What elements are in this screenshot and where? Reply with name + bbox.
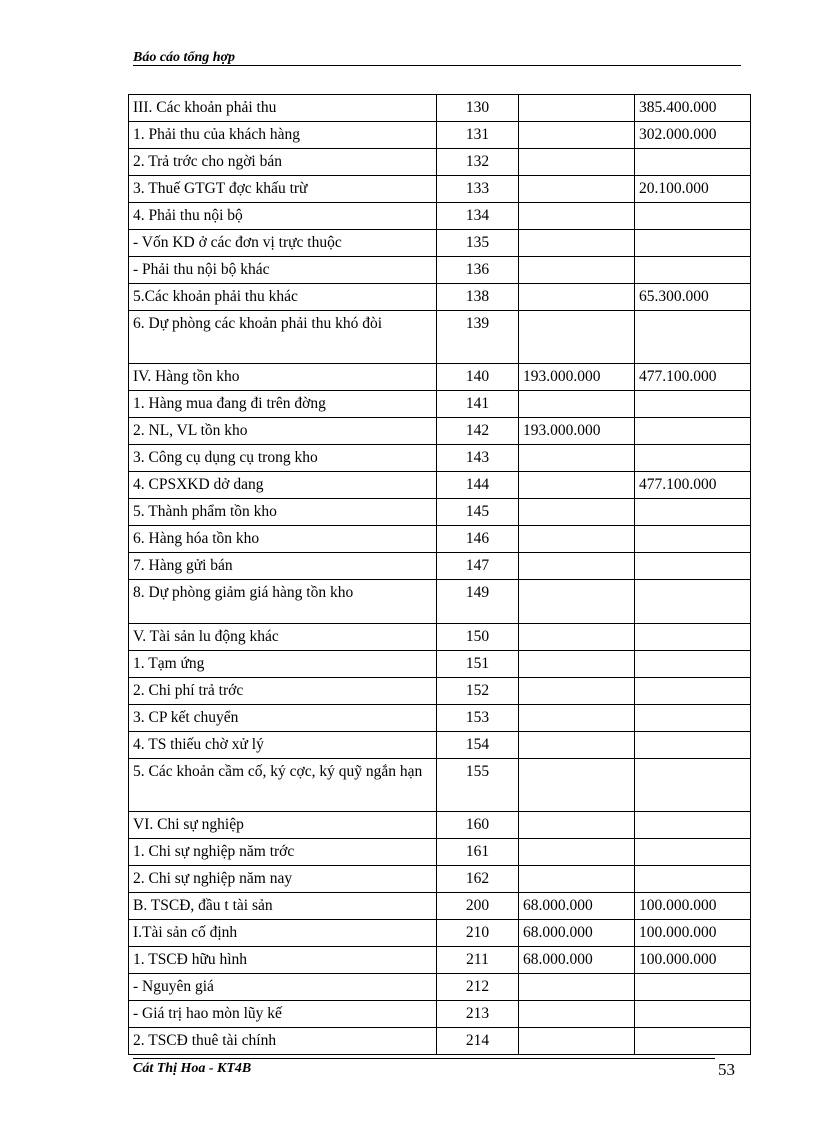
item-code-cell: 154 — [437, 732, 519, 759]
table-row — [129, 866, 751, 893]
item-name-cell: - Nguyên giá — [129, 974, 437, 1001]
end-value-cell: 100.000.000 — [635, 893, 751, 920]
item-name-cell: I.Tài sản cố định — [129, 920, 437, 947]
item-name-cell: B. TSCĐ, đầu t tài sản — [129, 893, 437, 920]
item-code-cell: 130 — [437, 95, 519, 122]
table-row — [129, 499, 751, 526]
start-value-cell — [519, 149, 635, 176]
end-value-cell: 385.400.000 — [635, 95, 751, 122]
table-row — [129, 839, 751, 866]
table-row — [129, 812, 751, 839]
start-value-cell — [519, 257, 635, 284]
table-row — [129, 759, 751, 812]
item-code-cell: 147 — [437, 553, 519, 580]
item-name-cell: 7. Hàng gửi bán — [129, 553, 437, 580]
start-value-cell — [519, 1028, 635, 1055]
table-row — [129, 95, 751, 122]
item-code-cell: 150 — [437, 624, 519, 651]
item-name-cell: 4. Phải thu nội bộ — [129, 203, 437, 230]
end-value-cell: 65.300.000 — [635, 284, 751, 311]
item-code-cell: 145 — [437, 499, 519, 526]
item-code-cell: 214 — [437, 1028, 519, 1055]
table-row — [129, 149, 751, 176]
start-value-cell — [519, 678, 635, 705]
item-name-cell: 1. TSCĐ hữu hình — [129, 947, 437, 974]
item-code-cell: 141 — [437, 391, 519, 418]
table-row — [129, 418, 751, 445]
item-code-cell: 210 — [437, 920, 519, 947]
start-value-cell — [519, 284, 635, 311]
start-value-cell — [519, 445, 635, 472]
end-value-cell — [635, 203, 751, 230]
start-value-cell — [519, 391, 635, 418]
table-row — [129, 705, 751, 732]
item-name-cell: V. Tài sản lu động khác — [129, 624, 437, 651]
end-value-cell — [635, 705, 751, 732]
item-name-cell: 4. TS thiếu chờ xử lý — [129, 732, 437, 759]
item-name-cell: 1. Hàng mua đang đi trên đờng — [129, 391, 437, 418]
table-row — [129, 893, 751, 920]
end-value-cell — [635, 866, 751, 893]
table-row — [129, 580, 751, 624]
item-name-cell: III. Các khoản phải thu — [129, 95, 437, 122]
item-code-cell: 139 — [437, 311, 519, 364]
item-code-cell: 138 — [437, 284, 519, 311]
end-value-cell — [635, 149, 751, 176]
start-value-cell: 68.000.000 — [519, 893, 635, 920]
start-value-cell: 193.000.000 — [519, 364, 635, 391]
item-code-cell: 131 — [437, 122, 519, 149]
start-value-cell: 193.000.000 — [519, 418, 635, 445]
table-row — [129, 257, 751, 284]
item-code-cell: 134 — [437, 203, 519, 230]
item-code-cell: 136 — [437, 257, 519, 284]
start-value-cell — [519, 472, 635, 499]
end-value-cell — [635, 1001, 751, 1028]
item-name-cell: 3. Công cụ dụng cụ trong kho — [129, 445, 437, 472]
table-row — [129, 947, 751, 974]
table-row — [129, 526, 751, 553]
item-name-cell: 2. TSCĐ thuê tài chính — [129, 1028, 437, 1055]
start-value-cell — [519, 553, 635, 580]
end-value-cell — [635, 445, 751, 472]
item-code-cell: 160 — [437, 812, 519, 839]
start-value-cell — [519, 499, 635, 526]
end-value-cell: 100.000.000 — [635, 947, 751, 974]
end-value-cell — [635, 230, 751, 257]
item-code-cell: 155 — [437, 759, 519, 812]
start-value-cell — [519, 95, 635, 122]
start-value-cell — [519, 732, 635, 759]
start-value-cell — [519, 176, 635, 203]
end-value-cell — [635, 974, 751, 1001]
start-value-cell — [519, 974, 635, 1001]
item-name-cell: 6. Hàng hóa tồn kho — [129, 526, 437, 553]
end-value-cell: 302.000.000 — [635, 122, 751, 149]
table-row — [129, 920, 751, 947]
item-code-cell: 132 — [437, 149, 519, 176]
item-name-cell: 2. Chi phí trả trớc — [129, 678, 437, 705]
table-row — [129, 553, 751, 580]
end-value-cell — [635, 624, 751, 651]
start-value-cell — [519, 624, 635, 651]
item-code-cell: 212 — [437, 974, 519, 1001]
item-name-cell: 2. Trả trớc cho ngời bán — [129, 149, 437, 176]
end-value-cell — [635, 651, 751, 678]
table-row — [129, 391, 751, 418]
item-name-cell: 8. Dự phòng giảm giá hàng tồn kho — [129, 580, 437, 624]
end-value-cell: 20.100.000 — [635, 176, 751, 203]
item-name-cell: 4. CPSXKD dở dang — [129, 472, 437, 499]
item-code-cell: 140 — [437, 364, 519, 391]
item-name-cell: 6. Dự phòng các khoản phải thu khó đòi — [129, 311, 437, 364]
end-value-cell — [635, 553, 751, 580]
start-value-cell — [519, 705, 635, 732]
start-value-cell — [519, 122, 635, 149]
end-value-cell — [635, 526, 751, 553]
table-row — [129, 1001, 751, 1028]
table-row — [129, 230, 751, 257]
item-code-cell: 149 — [437, 580, 519, 624]
page-header-title: Báo cáo tổng hợp — [133, 50, 236, 65]
start-value-cell — [519, 759, 635, 812]
end-value-cell — [635, 580, 751, 624]
item-code-cell: 151 — [437, 651, 519, 678]
item-code-cell: 162 — [437, 866, 519, 893]
item-code-cell: 146 — [437, 526, 519, 553]
start-value-cell — [519, 311, 635, 364]
item-code-cell: 142 — [437, 418, 519, 445]
table-row — [129, 176, 751, 203]
table-row — [129, 1028, 751, 1055]
item-code-cell: 153 — [437, 705, 519, 732]
table-row — [129, 472, 751, 499]
table-row — [129, 678, 751, 705]
item-name-cell: 1. Chi sự nghiệp năm trớc — [129, 839, 437, 866]
item-name-cell: 2. Chi sự nghiệp năm nay — [129, 866, 437, 893]
item-name-cell: 5. Thành phẩm tồn kho — [129, 499, 437, 526]
item-name-cell: VI. Chi sự nghiệp — [129, 812, 437, 839]
table-row — [129, 364, 751, 391]
item-name-cell: - Vốn KD ở các đơn vị trực thuộc — [129, 230, 437, 257]
table-row — [129, 445, 751, 472]
end-value-cell — [635, 391, 751, 418]
end-value-cell: 477.100.000 — [635, 472, 751, 499]
item-code-cell: 143 — [437, 445, 519, 472]
end-value-cell — [635, 499, 751, 526]
end-value-cell — [635, 418, 751, 445]
item-code-cell: 200 — [437, 893, 519, 920]
end-value-cell — [635, 732, 751, 759]
end-value-cell — [635, 1028, 751, 1055]
end-value-cell — [635, 678, 751, 705]
table-row — [129, 974, 751, 1001]
end-value-cell — [635, 759, 751, 812]
item-name-cell: 2. NL, VL tồn kho — [129, 418, 437, 445]
start-value-cell — [519, 580, 635, 624]
page-number: 53 — [718, 1060, 735, 1079]
table-row — [129, 624, 751, 651]
item-name-cell: 5. Các khoản cầm cố, ký cợc, ký quỹ ngắn hạn — [129, 759, 437, 812]
start-value-cell — [519, 651, 635, 678]
item-code-cell: 133 — [437, 176, 519, 203]
table-row — [129, 122, 751, 149]
start-value-cell — [519, 839, 635, 866]
item-name-cell: 1. Phải thu của khách hàng — [129, 122, 437, 149]
item-name-cell: 1. Tạm ứng — [129, 651, 437, 678]
start-value-cell — [519, 866, 635, 893]
footer-author: Cát Thị Hoa - KT4B — [133, 1061, 252, 1076]
start-value-cell: 68.000.000 — [519, 920, 635, 947]
start-value-cell — [519, 203, 635, 230]
footer-divider — [133, 1058, 715, 1059]
table-row — [129, 732, 751, 759]
start-value-cell — [519, 812, 635, 839]
table-row — [129, 284, 751, 311]
table-row — [129, 651, 751, 678]
end-value-cell — [635, 257, 751, 284]
start-value-cell — [519, 526, 635, 553]
item-code-cell: 161 — [437, 839, 519, 866]
item-code-cell: 152 — [437, 678, 519, 705]
table-row — [129, 203, 751, 230]
end-value-cell: 100.000.000 — [635, 920, 751, 947]
end-value-cell — [635, 839, 751, 866]
item-code-cell: 135 — [437, 230, 519, 257]
table-row — [129, 311, 751, 364]
header-divider — [133, 65, 741, 66]
item-name-cell: 5.Các khoản phải thu khác — [129, 284, 437, 311]
item-name-cell: - Giá trị hao mòn lũy kế — [129, 1001, 437, 1028]
balance-sheet-table — [128, 94, 751, 1055]
end-value-cell — [635, 812, 751, 839]
item-name-cell: 3. CP kết chuyển — [129, 705, 437, 732]
item-code-cell: 211 — [437, 947, 519, 974]
start-value-cell: 68.000.000 — [519, 947, 635, 974]
item-code-cell: 213 — [437, 1001, 519, 1028]
start-value-cell — [519, 230, 635, 257]
item-code-cell: 144 — [437, 472, 519, 499]
end-value-cell — [635, 311, 751, 364]
item-name-cell: - Phải thu nội bộ khác — [129, 257, 437, 284]
end-value-cell: 477.100.000 — [635, 364, 751, 391]
item-name-cell: 3. Thuế GTGT đợc khấu trừ — [129, 176, 437, 203]
item-name-cell: IV. Hàng tồn kho — [129, 364, 437, 391]
start-value-cell — [519, 1001, 635, 1028]
